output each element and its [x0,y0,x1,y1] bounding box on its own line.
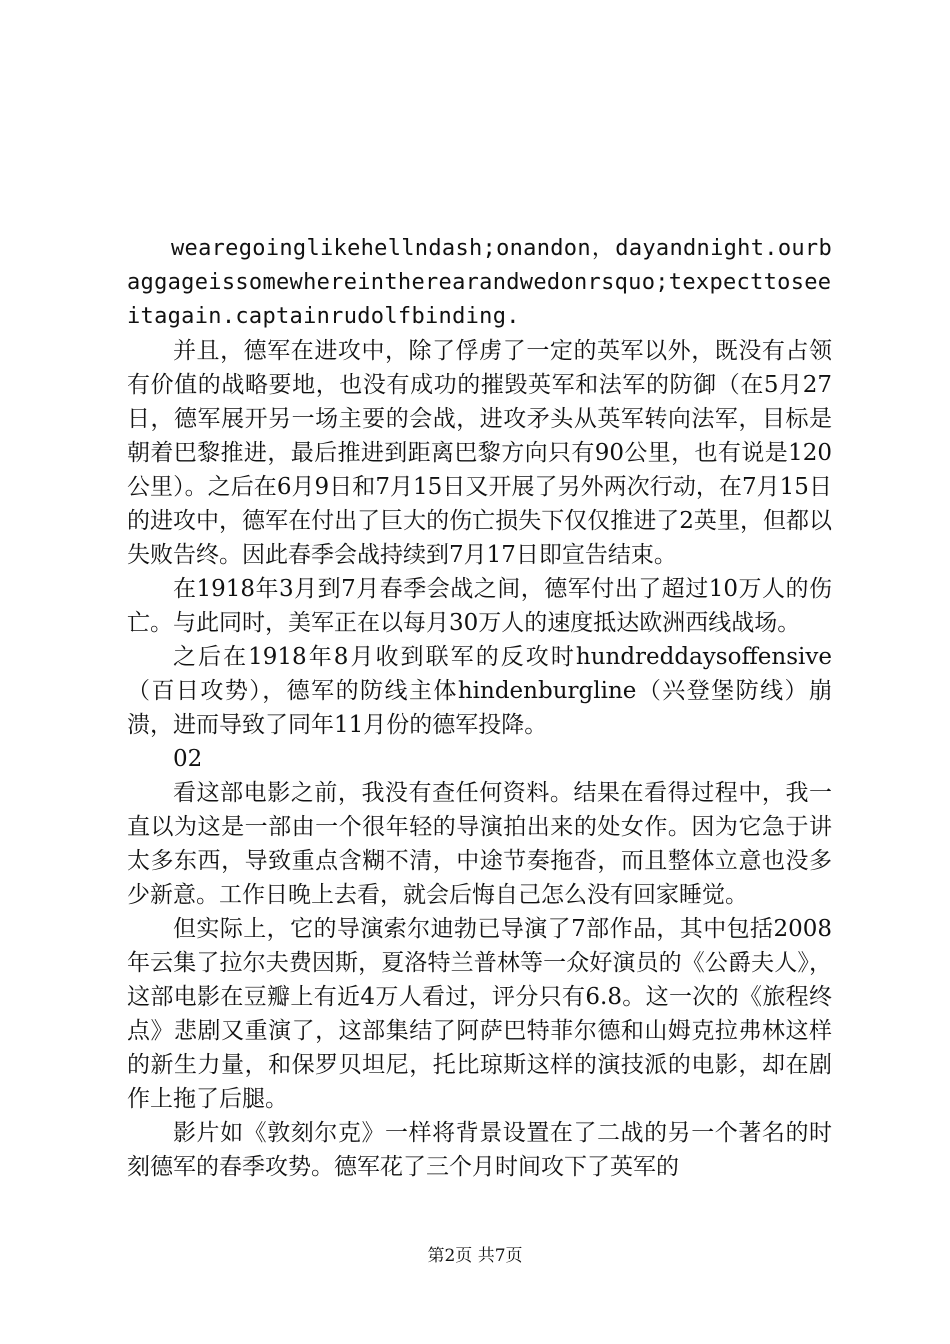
paragraph-film-impression: 看这部电影之前，我没有查任何资料。结果在看得过程中，我一直以为这是一部由一个很年轻的导演拍出来的处女作。因为它急于讲太多东西，导致重点含糊不清，中途节奏拖沓，而且整体立意也没多少新意。工作日晚上去看，就会后悔自己怎么没有回家睡觉。 [127,780,832,908]
paragraph-english-quote: wearegoinglikehellndash;onandon，dayandnight.ourbaggageissomewhereintherearandwedonrsquo;texpecttoseeitagain.captainrudolfbinding. [127,236,832,329]
document-body [127,232,832,1184]
paragraph-hundred-days: 之后在1918年8月收到联军的反攻时hundreddaysoffensive（百日攻势），德军的防线主体hindenburgline（兴登堡防线）崩溃，进而导致了同年11月份的德军投降。 [127,644,832,738]
section-number: 02 [173,746,203,772]
page-indicator: 第2页 共7页 [427,1246,523,1266]
paragraph-spring-offensive: 并且，德军在进攻中，除了俘虏了一定的英军以外，既没有占领有价值的战略要地，也没有成功的摧毁英军和法军的防御（在5月27日，德军展开另一场主要的会战，进攻矛头从英军转向法军，目标是朝着巴黎推进，最后推进到距离巴黎方向只有90公里，也有说是120公里）。之后在6月9日和7月15日又开展了另外两次行动，在7月15日的进攻中，德军在付出了巨大的伤亡损失下仅仅推进了2英里，但都以失败告终。因此春季会战持续到7月17日即宣告结束。 [127,338,832,568]
paragraph-film-background: 影片如《敦刻尔克》一样将背景设置在了二战的另一个著名的时刻德军的春季攻势。德军花了三个月时间攻下了英军的 [127,1120,832,1180]
paragraph-casualties: 在1918年3月到7月春季会战之间，德军付出了超过10万人的伤亡。与此同时，美军正在以每月30万人的速度抵达欧洲西线战场。 [127,576,832,636]
paragraph-director: 但实际上，它的导演索尔迪勃已导演了7部作品，其中包括2008年云集了拉尔夫费因斯，夏洛特兰普林等一众好演员的《公爵夫人》，这部电影在豆瓣上有近4万人看过，评分只有6.8。这一次的《旅程终点》悲剧又重演了，这部集结了阿萨巴特菲尔德和山姆克拉弗林这样的新生力量，和保罗贝坦尼，托比琼斯这样的演技派的电影，却在剧作上拖了后腿。 [127,916,832,1112]
